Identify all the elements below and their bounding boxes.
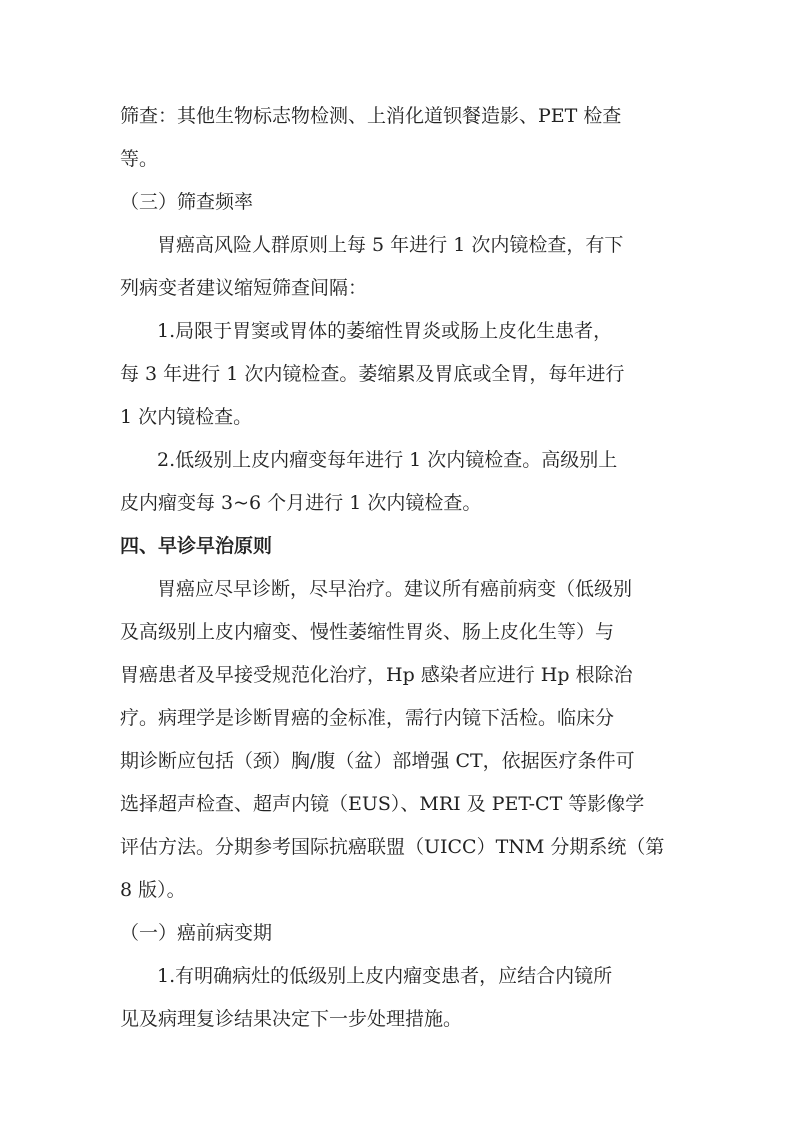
paragraph-line: 胃癌高风险人群原则上每 5 年进行 1 次内镜检查，有下 — [157, 234, 624, 256]
list-item-line: 1.局限于胃窦或胃体的萎缩性胃炎或肠上皮化生患者， — [157, 320, 613, 342]
section-subheading: （一）癌前病变期 — [120, 922, 273, 944]
section-subheading: （三）筛查频率 — [120, 191, 254, 213]
list-item-line: 见及病理复诊结果决定下一步处理措施。 — [120, 1008, 463, 1030]
paragraph-line: 胃癌应尽早诊断，尽早治疗。建议所有癌前病变（低级别 — [157, 578, 633, 600]
paragraph-line: 选择超声检查、超声内镜（EUS）、MRI 及 PET-CT 等影像学 — [120, 793, 645, 815]
paragraph-line: 8 版）。 — [120, 879, 186, 901]
section-heading: 四、早诊早治原则 — [120, 535, 273, 557]
paragraph-line: 筛查：其他生物标志物检测、上消化道钡餐造影、PET 检查 — [120, 105, 622, 127]
paragraph-line: 列病变者建议缩短筛查间隔： — [120, 277, 368, 299]
paragraph-line: 等。 — [120, 148, 159, 170]
paragraph-line: 及高级别上皮内瘤变、慢性萎缩性胃炎、肠上皮化生等）与 — [120, 621, 615, 643]
list-item-line: 1.有明确病灶的低级别上皮内瘤变患者，应结合内镜所 — [157, 965, 613, 987]
list-item-line: 每 3 年进行 1 次内镜检查。萎缩累及胃底或全胃，每年进行 — [120, 363, 625, 385]
list-item-line: 1 次内镜检查。 — [120, 406, 253, 428]
paragraph-line: 胃癌患者及早接受规范化治疗，Hp 感染者应进行 Hp 根除治 — [120, 664, 633, 686]
paragraph-line: 疗。病理学是诊断胃癌的金标准，需行内镜下活检。临床分 — [120, 707, 615, 729]
paragraph-line: 评估方法。分期参考国际抗癌联盟（UICC）TNM 分期系统（第 — [120, 836, 665, 858]
paragraph-line: 期诊断应包括（颈）胸/腹（盆）部增强 CT，依据医疗条件可 — [120, 750, 635, 772]
list-item-line: 皮内瘤变每 3~6 个月进行 1 次内镜检查。 — [120, 492, 482, 514]
list-item-line: 2.低级别上皮内瘤变每年进行 1 次内镜检查。高级别上 — [157, 449, 618, 471]
